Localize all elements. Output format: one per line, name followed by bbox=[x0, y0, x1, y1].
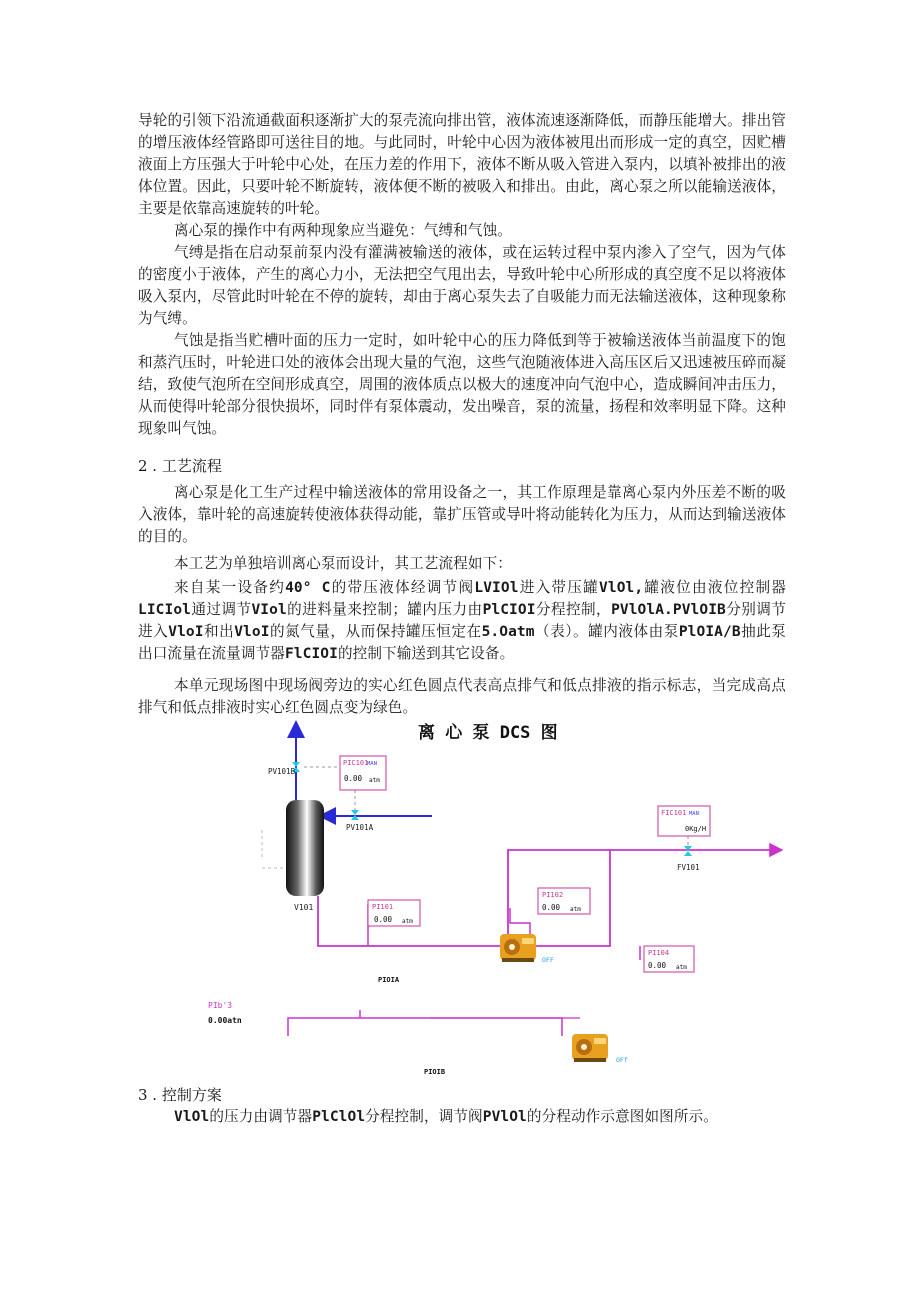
pi102-value: 0.00 bbox=[542, 903, 561, 912]
fic101-tag: FIC101 bbox=[661, 809, 687, 817]
pi104-tag: PI104 bbox=[648, 949, 670, 957]
pump-p101b-label: PIOIB bbox=[424, 1068, 446, 1076]
valve-fv101[interactable] bbox=[684, 846, 692, 856]
pump-b-pipe bbox=[288, 1018, 562, 1036]
pump-p101a-status: OFF bbox=[542, 956, 554, 964]
tank-v101-label: V101 bbox=[294, 903, 314, 912]
diagram-title: 离 心 泵 DCS 图 bbox=[418, 723, 558, 743]
paragraph-impeller-principle: 导轮的引领下沿流通截面积逐渐扩大的泵壳流向排出管，液体流速逐渐降低，而静压能增大。排出管的增压液体经管路即可送往目的地。与此同时，叶轮中心因为液体被甩出而形成一定的真空，因贮槽液面上方压强大于叶轮中心处，在压力差的作用下，液体不断从吸入管进入泵内，以填补被排出的液体位置。因此，只要叶轮不断旋转，液体便不断的被吸入和排出。由此，离心泵之所以能输送液体，主要是依靠高速旋转的叶轮。 bbox=[138, 112, 786, 217]
fic101-value: 0Kg/H bbox=[685, 825, 707, 833]
pi101-value: 0.00 bbox=[374, 915, 393, 924]
dcs-diagram bbox=[200, 718, 790, 1078]
paragraph-process-description: 来自某一设备约40° C的带压液体经调节阀LVIOl进入带压罐VlOl,罐液位由液位控制器LICIol通过调节VIol的进料量来控制；罐内压力由PlCIOI分程控制，PVlOlA.PVlOIB分别调节进入VloI和出VloI的氮气量，从而保持罐压恒定在5.Oatm（表）。罐内液体由泵PlOIA/B抽此泵出口流量在流量调节器FlCIOI的控制下输送到其它设备。 bbox=[138, 579, 787, 662]
pic101-mode: MAN bbox=[367, 761, 377, 767]
pi101-unit: atm bbox=[402, 918, 413, 925]
pump-p101b[interactable] bbox=[572, 1034, 608, 1062]
fic101-mode: MAN bbox=[689, 811, 699, 817]
paragraph-pump-overview: 离心泵是化工生产过程中输送液体的常用设备之一，其工作原理是靠离心泵内外压差不断的吸入液体，靠叶轮的高速旋转使液体获得动能，靠扩压管或导叶将动能转化为压力，从而达到输送液体的目的。 bbox=[138, 484, 786, 545]
pi102-display bbox=[538, 888, 590, 914]
paragraph-process-intro: 本工艺为单独培训离心泵而设计，其工艺流程如下： bbox=[174, 555, 512, 572]
pump-p101b-status: OFf bbox=[616, 1056, 628, 1064]
pic101-faceplate[interactable] bbox=[340, 756, 386, 790]
pi104-display bbox=[644, 946, 694, 972]
pump-p101a-label: PIOIA bbox=[378, 976, 400, 984]
paragraph-two-phenomena: 离心泵的操作中有两种现象应当避免：气缚和气蚀。 bbox=[174, 222, 512, 239]
pi101-display bbox=[368, 900, 420, 926]
pic101-unit: atm bbox=[369, 777, 380, 784]
fic101-faceplate[interactable] bbox=[658, 806, 710, 836]
pic101-tag: PIC101 bbox=[343, 759, 369, 767]
valve-pv101b-label: PV101B bbox=[268, 767, 296, 776]
section-heading-process-flow: 2 . 工艺流程 bbox=[138, 457, 222, 475]
valve-fv101-label: FV101 bbox=[677, 863, 700, 872]
pi102-unit: atm bbox=[570, 906, 581, 913]
tank-v101[interactable] bbox=[286, 800, 324, 896]
paragraph-control-description: VlOl的压力由调节器PlClOl分程控制，调节阀PVlOl的分程动作示意图如图所示。 bbox=[174, 1108, 718, 1125]
pi103-tag: PIb'3 bbox=[208, 1001, 233, 1010]
pump-p101a[interactable] bbox=[500, 934, 536, 962]
pi102-tag: PI102 bbox=[542, 891, 564, 899]
paragraph-indicator-dots: 本单元现场图中现场阀旁边的实心红色圆点代表高点排气和低点排液的指示标志，当完成高点排气和低点排液时实心红色圆点变为绿色。 bbox=[138, 677, 786, 716]
paragraph-gas-binding: 气缚是指在启动泵前泵内没有灌满被输送的液体，或在运转过程中泵内渗入了空气，因为气体的密度小于液体，产生的离心力小，无法把空气甩出去，导致叶轮中心所形成的真空度不足以将液体吸入泵内，尽管此时叶轮在不停的旋转，却由于离心泵失去了自吸能力而无法输送液体，这种现象称为气缚。 bbox=[138, 244, 786, 327]
pi101-tag: PI101 bbox=[372, 903, 394, 911]
pi104-value: 0.00 bbox=[648, 961, 667, 970]
section-heading-control-scheme: 3 . 控制方案 bbox=[138, 1086, 222, 1104]
pic101-value: 0.00 bbox=[344, 774, 363, 783]
valve-pv101a-label: PV101A bbox=[346, 823, 374, 832]
paragraph-cavitation: 气蚀是指当贮槽叶面的压力一定时，如叶轮中心的压力降低到等于被输送液体当前温度下的饱和蒸汽压时，叶轮进口处的液体会出现大量的气泡，这些气泡随液体进入高压区后又迅速被压碎而凝结，致使气泡所在空间形成真空，周围的液体质点以极大的速度冲向气泡中心，造成瞬间冲击压力，从而使得叶轮部分很快损坏，同时伴有泵体震动，发出噪音，泵的流量，扬程和效率明显下降。这种现象叫气蚀。 bbox=[138, 332, 786, 437]
pi103-value: 0.00atn bbox=[208, 1016, 242, 1025]
pi104-unit: atm bbox=[676, 964, 687, 971]
